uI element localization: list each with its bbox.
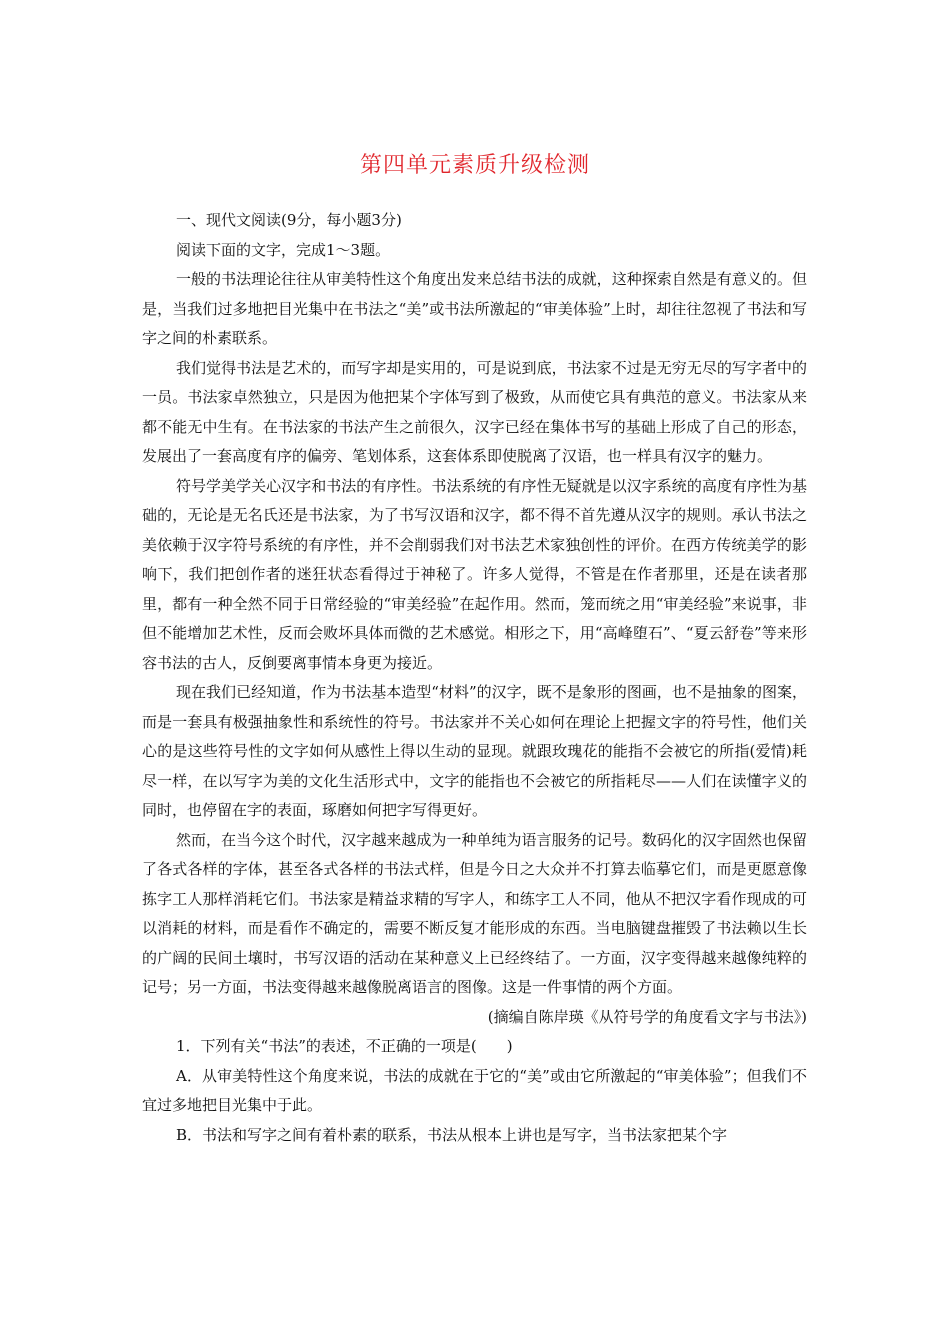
reading-instruction: 阅读下面的文字，完成1～3题。 [176,240,391,259]
document-body [142,206,807,1150]
source-citation: (摘编自陈岸瑛《从符号学的角度看文字与书法》) [487,1007,807,1026]
page-title: 第四单元素质升级检测 [359,153,590,178]
paragraph: 符号学美学关心汉字和书法的有序性。书法系统的有序性无疑就是以汉字系统的高度有序性为基础的，无论是无名氏还是书法家，为了书写汉语和汉字，都不得不首先遵从汉字的规则。承认书法之美依赖于汉字符号系统的有序性，并不会削弱我们对书法艺术家独创性的评价。在西方传统美学的影响下，我们把创作者的迷狂状态看得过于神秘了。许多人觉得，不管是在作者那里，还是在读者那里，都有一种全然不同于日常经验的“审美经验”在起作用。然而，笼而统之用“审美经验”来说事，非但不能增加艺术性，反而会败坏具体而微的艺术感觉。相形之下，用“高峰堕石”、“夏云舒卷”等来形容书法的古人，反倒要离事情本身更为接近。 [142,476,807,672]
paragraph: 现在我们已经知道，作为书法基本造型“材料”的汉字，既不是象形的图画，也不是抽象的图案，而是一套具有极强抽象性和系统性的符号。书法家并不关心如何在理论上把握文字的符号性，他们关心的是这些符号性的文字如何从感性上得以生动的显现。就跟玫瑰花的能指不会被它的所指(爱情)耗尽一样，在以写字为美的文化生活形式中，文字的能指也不会被它的所指耗尽——人们在读懂字义的同时，也停留在字的表面，琢磨如何把字写得更好。 [142,683,807,819]
question-stem: 1．下列有关“书法”的表述，不正确的一项是( ) [176,1037,513,1055]
paragraph: 一般的书法理论往往从审美特性这个角度出发来总结书法的成就，这种探索自然是有意义的。但是，当我们过多地把目光集中在书法之“美”或书法所激起的“审美体验”上时，却往往忽视了书法和写字之间的朴素联系。 [142,270,807,347]
section-heading: 一、现代文阅读(9分，每小题3分) [176,211,402,229]
question-option-a: A．从审美特性这个角度来说，书法的成就在于它的“美”或由它所激起的“审美体验”；但我们不宜过多地把目光集中于此。 [142,1066,807,1114]
paragraph: 我们觉得书法是艺术的，而写字却是实用的，可是说到底，书法家不过是无穷无尽的写字者中的一员。书法家卓然独立，只是因为他把某个字体写到了极致，从而使它具有典范的意义。书法家从来都不能无中生有。在书法家的书法产生之前很久，汉字已经在集体书写的基础上形成了自己的形态，发展出了一套高度有序的偏旁、笔划体系，这套体系即使脱离了汉语，也一样具有汉字的魅力。 [142,358,807,465]
paragraph: 然而，在当今这个时代，汉字越来越成为一种单纯为语言服务的记号。数码化的汉字固然也保留了各式各样的字体，甚至各式各样的书法式样，但是今日之大众并不打算去临摹它们，而是更愿意像拣字工人那样消耗它们。书法家是精益求精的写字人，和练字工人不同，他从不把汉字看作现成的可以消耗的材料，而是看作不确定的，需要不断反复才能形成的东西。当电脑键盘摧毁了书法赖以生长的广阔的民间土壤时，书写汉语的活动在某种意义上已经终结了。一方面，汉字变得越来越像纯粹的记号；另一方面，书法变得越来越像脱离语言的图像。这是一件事情的两个方面。 [142,830,807,996]
question-option-b: B．书法和写字之间有着朴素的联系，书法从根本上讲也是写字，当书法家把某个字 [176,1125,728,1144]
